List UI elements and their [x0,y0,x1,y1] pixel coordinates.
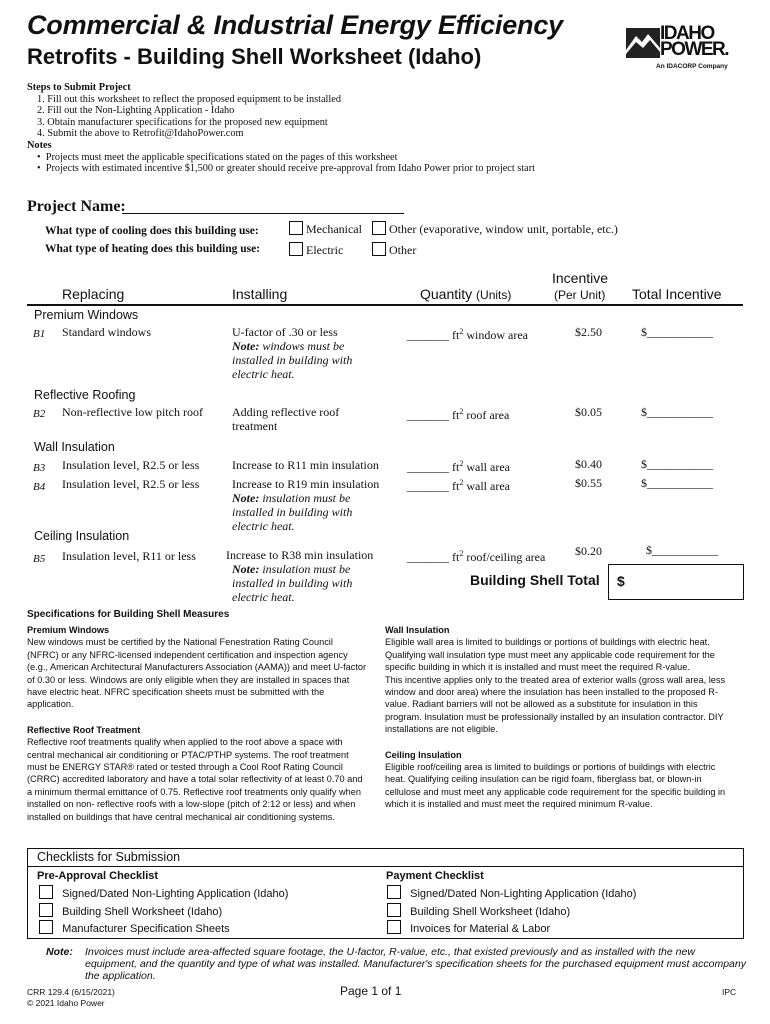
step-item: 3. Obtain manufacturer specifications for the proposed new equipment [37,116,328,128]
replacing-text: Non-reflective low pitch roof [62,405,203,419]
payment-checkbox[interactable] [387,920,401,934]
other-heating-label: Other [389,243,417,257]
logo-word-idaho: IDAHO [660,23,714,44]
section-ceiling-insulation: Ceiling Insulation [34,529,130,543]
col-header-incentive-sub: (Per Unit) [554,288,606,302]
checklists-heading: Checklists for Submission [37,850,181,864]
col-header-installing: Installing [232,286,288,302]
quantity-field[interactable]: _______ $ft^2$ wall area [407,478,510,493]
header-divider [27,304,743,306]
replacing-text: Standard windows [62,325,151,339]
replacing-text: Insulation level, R11 or less [62,549,196,563]
incentive-value: $0.40 [575,457,602,471]
shell-total-box[interactable]: $ [608,564,744,600]
row-code: B3 [33,462,46,474]
steps-block [27,82,727,175]
spec-ceiling-text: Eligible roof/ceiling area is limited to buildings or portions of buildings with electric heat. Qualifying ceiling insulation can be rigid foam, fiberglass bat, or blown-in cellulose and must meet any applicable code requirement for the specific building in which it is installed and must meet the required minimum R-value. [385,762,726,810]
spec-windows-text: New windows must be certified by the National Fenestration Rating Council (NFRC) or any NFRC-licensed independent certification and inspection agency (e.g., American Architectural Manufacturers Association (AAMA)) and meet U-factor of 0.30 or less. Windows are only eligible when they are installed in spaces that have electric heat. NFRC specification sheets must be submitted with the application. [27,637,367,710]
col-header-incentive: Incentive [552,270,609,286]
electric-label: Electric [306,243,344,257]
spec-wall-text-2: This incentive applies only to the treated area of exterior walls (gross wall area, less window and door area) where the insulation has been installed to the proposed R-value. Radiant barriers will not be allowed as a substitute for insulation in this program. Insulation must be professionally installed by an insulation contractor. DIY installations are not eligible. [385,674,726,735]
step-item: 4. Submit the above to Retrofit@IdahoPower.com [37,128,244,140]
replacing-text: Insulation level, R2.5 or less [62,477,200,491]
col-header-quantity: Quantity (Units) [420,286,512,302]
incentive-value: $0.55 [575,476,602,490]
payment-checkbox[interactable] [387,885,401,899]
preapproval-heading: Pre-Approval Checklist [37,870,159,882]
project-name-label: Project Name: [27,198,126,215]
notes-heading: Notes [27,139,52,151]
idaho-power-logo [626,23,742,74]
col-header-total: Total Incentive [632,286,722,302]
section-wall-insulation: Wall Insulation [34,440,115,454]
row-code: B1 [33,328,46,340]
preapproval-item: Signed/Dated Non-Lighting Application (Idaho) [39,885,288,903]
payment-checkbox[interactable] [387,903,401,917]
specs-heading: Specifications for Building Shell Measures [27,609,230,620]
note-item: Projects must meet the applicable specifications stated on the pages of this worksheet [45,151,398,163]
total-field[interactable]: $___________ [646,543,718,557]
section-premium-windows: Premium Windows [34,308,139,322]
installing-text: Increase to R19 min insulation Note: insulation must be installed in building with electric heat. [232,477,380,533]
shell-total-label: Building Shell Total [470,572,600,588]
preapproval-checkbox[interactable] [39,903,53,917]
spec-wall-text: Eligible wall area is limited to buildings or portions of buildings with electric heat. Qualifying wall insulation type must meet any applicable code requirement for the specific building in which it is installed and must meet the required R-value. [385,637,715,673]
total-field[interactable]: $___________ [641,457,713,471]
quantity-field[interactable]: _______ $ft^2$ roof/ceiling area [407,549,546,564]
section-reflective-roofing: Reflective Roofing [34,388,136,402]
mechanical-checkbox[interactable] [289,221,303,235]
quantity-field[interactable]: _______ $ft^2$ roof area [407,407,510,422]
other-heating-checkbox[interactable] [372,242,386,256]
steps-heading: Steps to Submit Project [27,82,131,93]
spec-ceiling-heading: Ceiling Insulation [385,749,462,760]
installing-text: Increase to R38 min insulation Note: insulation must be installed in building with electric heat. [226,548,374,604]
spec-roof-text: Reflective roof treatments qualify when applied to the roof above a space with central mechanical air conditioning or PTAC/PTHP systems. The roof treatment must be ENERGY STAR® rated or tested through a Cool Roof Rating Council (CRRC) accredited laboratory and have a total solar reflectivity of at least 0.70 and a minimum thermal emittance of 0.75. Reflective roof treatments only qualify when installed on non- reflective roofs with a low-slope (pitch of 2:12 or less) and when installed on buildings that have central mechanical air conditioning systems. [27,737,363,822]
row-code: B2 [33,408,46,420]
specs-right-column [385,624,733,811]
logo-tagline: An IDACORP Company [656,63,728,70]
copyright: © 2021 Idaho Power [27,998,105,1008]
step-item: 1. Fill out this worksheet to reflect the proposed equipment to be installed [37,93,341,105]
footer-code: IPC [722,987,737,997]
checklists-box [27,848,744,939]
spec-windows-heading: Premium Windows [27,625,110,635]
page-title: Commercial & Industrial Energy Efficiency [27,10,563,40]
payment-heading: Payment Checklist [386,870,484,882]
other-cooling-checkbox[interactable] [372,221,386,235]
total-field[interactable]: $___________ [641,476,713,490]
footer-note-label: Note: [46,946,73,958]
page-number: Page 1 of 1 [340,984,402,998]
col-header-replacing: Replacing [62,286,125,302]
page-subtitle: Retrofits - Building Shell Worksheet (Idaho) [27,44,482,69]
spec-wall-heading: Wall Insulation [385,625,450,635]
quantity-field[interactable]: _______ $ft^2$ window area [407,327,528,342]
preapproval-checkbox[interactable] [39,885,53,899]
payment-item: Invoices for Material & Labor [387,920,550,938]
step-item: 2. Fill out the Non-Lighting Application - Idaho [37,105,235,117]
specs-left-column [27,624,367,823]
preapproval-item: Building Shell Worksheet (Idaho) [39,903,222,921]
installing-text: Adding reflective roof treatment [232,405,340,433]
preapproval-item: Manufacturer Specification Sheets [39,920,230,938]
mechanical-label: Mechanical [306,222,362,236]
incentive-value: $0.20 [575,544,602,558]
electric-checkbox[interactable] [289,242,303,256]
installing-text: U-factor of .30 or less Note: windows must be installed in building with electric heat. [232,325,353,381]
logo-word-power: POWER. [660,39,729,60]
heating-question: What type of heating does this building use: [45,243,261,255]
payment-item: Building Shell Worksheet (Idaho) [387,903,570,921]
other-cooling-label: Other (evaporative, window unit, portable, etc.) [389,222,618,236]
footer-note-text: Invoices must include area-affected square footage, the U-factor, R-value, etc., that existed previously and as installed with the new equipment, and the quantity and type of what was installed. Manufacturer's specification sheets for the purchased equipment must accompany the application. [85,946,746,982]
preapproval-checkbox[interactable] [39,920,53,934]
total-field[interactable]: $___________ [641,325,713,339]
cooling-question: What type of cooling does this building use: [45,225,259,237]
total-field[interactable]: $___________ [641,405,713,419]
row-code: B5 [33,553,46,565]
installing-text: Increase to R11 min insulation [232,458,379,472]
incentive-value: $2.50 [575,325,602,339]
spec-roof-heading: Reflective Roof Treatment [27,724,141,735]
quantity-field[interactable]: _______ $ft^2$ wall area [407,459,510,474]
mountain-logo-icon [626,28,660,58]
payment-item: Signed/Dated Non-Lighting Application (Idaho) [387,885,636,903]
row-code: B4 [33,481,46,493]
bullet-icon: • [37,163,46,175]
note-item: Projects with estimated incentive $1,500 or greater should receive pre-approval from Idaho Power prior to project start [45,163,535,175]
replacing-text: Insulation level, R2.5 or less [62,458,200,472]
form-id: CRR 129.4 (6/15/2021) [27,987,115,997]
project-name-field[interactable] [122,213,404,214]
bullet-icon: • [37,151,46,163]
incentive-value: $0.05 [575,405,602,419]
